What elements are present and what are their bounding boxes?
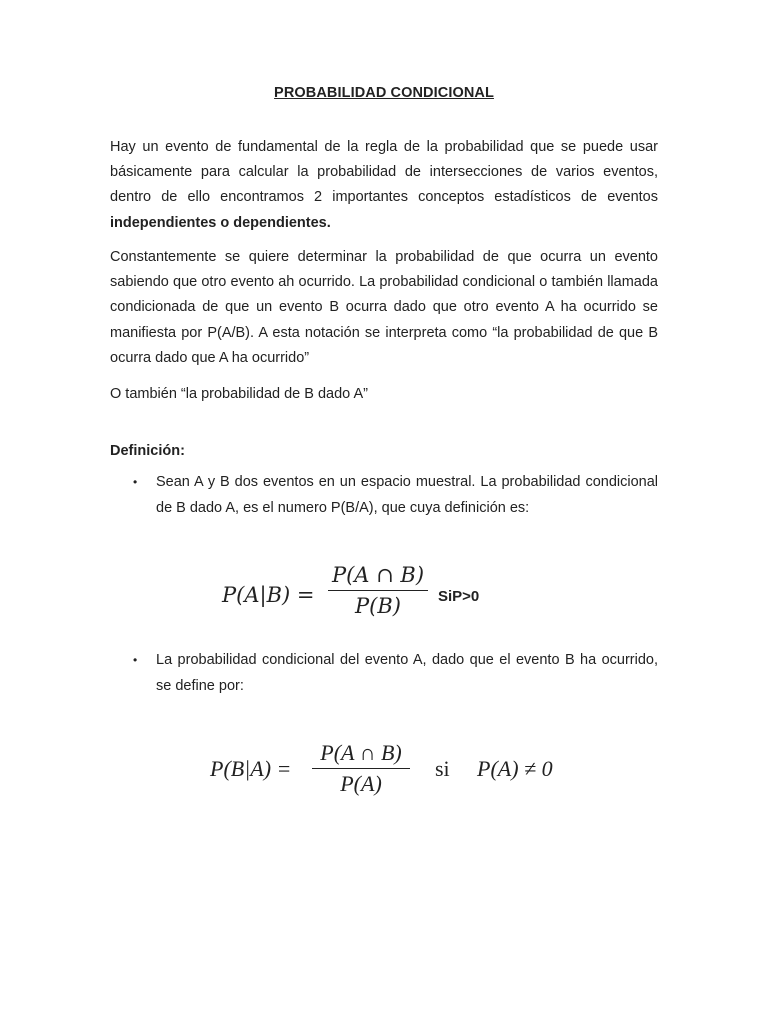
- document-title: PROBABILIDAD CONDICIONAL: [274, 85, 494, 101]
- formula2-numerator: P(A ∩ B): [320, 740, 402, 765]
- formula1-fraction: [328, 563, 428, 618]
- bullet-marker: •: [133, 475, 138, 489]
- formula2-denominator: P(A): [340, 771, 382, 796]
- formula2-si: si: [435, 756, 450, 781]
- definition-bullet-2: La probabilidad condicional del evento A, dado que el evento B ha ocurrido, se define por:: [156, 652, 658, 694]
- formula2-condition: P(A) ≠ 0: [477, 756, 553, 781]
- intro-paragraph-text: Hay un evento de fundamental de la regla de la probabilidad que se puede usar básicamente para calcular la probabilidad de intersecciones de varios eventos, dentro de ello encontramos 2 importantes conceptos estadísticos de eventos: [110, 139, 658, 206]
- definition-heading: Definición:: [110, 443, 185, 459]
- intro-paragraph-bold: independientes o dependientes.: [110, 214, 331, 231]
- formula2-lhs: P(B|A) =: [210, 756, 292, 781]
- formula1-denominator: P(B): [355, 594, 401, 618]
- notation-paragraph: Constantemente se quiere determinar la probabilidad de que ocurra un evento sabiendo que otro evento ah ocurrido. La probabilidad condicional o también llamada condicionada de que un evento B ocurra dado que otro evento A ha ocurrido se manifiesta por P(A/B). A esta notación se interpreta como “la probabilidad de que B ocurra dado que A ha ocurrido”: [110, 249, 658, 366]
- formula1-condition: SiP>0: [438, 588, 480, 605]
- formula1-lhs: P(A|B) =: [222, 583, 315, 607]
- bullet-marker: •: [133, 653, 138, 667]
- formula1-fraction-bar: [328, 590, 428, 591]
- intro-paragraph: [110, 135, 658, 236]
- alternate-reading-paragraph: O también “la probabilidad de B dado A”: [110, 386, 368, 402]
- formula2-fraction: [312, 740, 410, 797]
- formula2-fraction-bar: [312, 768, 410, 769]
- definition-bullet-1: Sean A y B dos eventos en un espacio muestral. La probabilidad condicional de B dado A, es el numero P(B/A), que cuya definición es:: [156, 474, 658, 516]
- formula1-numerator: P(A ∩ B): [331, 563, 425, 587]
